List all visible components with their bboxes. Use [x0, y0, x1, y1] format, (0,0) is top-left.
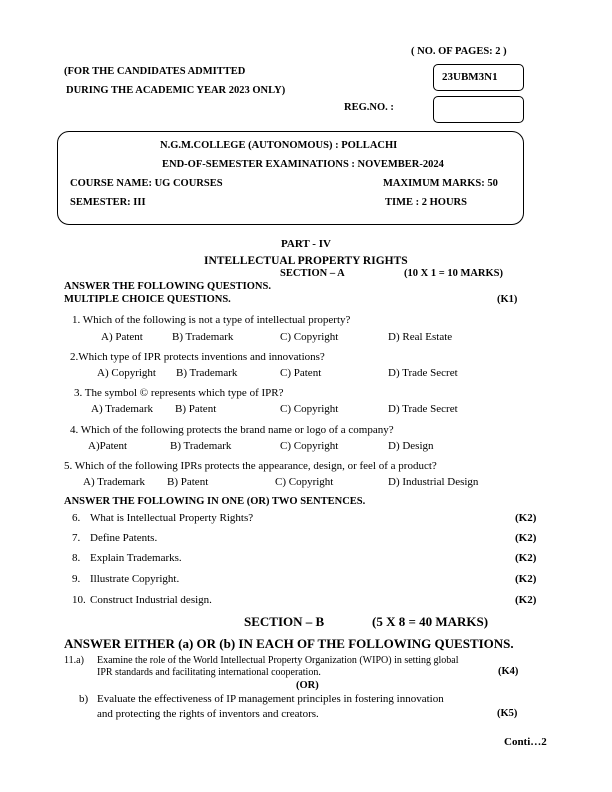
- question-11b-level: (K5): [497, 708, 518, 719]
- option-c: C) Copyright: [280, 331, 339, 343]
- question-level: (K2): [515, 552, 537, 564]
- college-name: N.G.M.COLLEGE (AUTONOMOUS) : POLLACHI: [160, 140, 398, 151]
- question-11a-line2: IPR standards and facilitating international cooperation.: [97, 667, 321, 678]
- section-a-marks: (10 X 1 = 10 MARKS): [404, 268, 504, 279]
- semester: SEMESTER: III: [70, 197, 146, 208]
- continued-note: Conti…2: [504, 736, 547, 748]
- section-a-instruction: ANSWER THE FOLLOWING QUESTIONS.: [64, 281, 271, 292]
- option-b: B) Patent: [175, 403, 217, 415]
- course-name: COURSE NAME: UG COURSES: [70, 178, 223, 189]
- or-separator: (OR): [296, 680, 319, 691]
- regno-box[interactable]: [433, 96, 524, 123]
- option-d: D) Industrial Design: [388, 476, 479, 488]
- page-count: ( NO. OF PAGES: 2 ): [411, 46, 507, 57]
- section-a-title: SECTION – A: [280, 268, 345, 279]
- part-label: PART - IV: [281, 238, 331, 250]
- option-a: A) Copyright: [97, 367, 156, 379]
- question-level: (K2): [515, 532, 537, 544]
- question-6: What is Intellectual Property Rights?: [90, 512, 254, 524]
- section-b-instruction: ANSWER EITHER (a) OR (b) IN EACH OF THE FOLLOWING QUESTIONS.: [64, 636, 514, 651]
- question-number: 10.: [72, 594, 86, 606]
- option-d: D) Trade Secret: [388, 403, 458, 415]
- option-c: C) Copyright: [280, 403, 339, 415]
- question-number: 7.: [72, 532, 81, 544]
- course-code-box: [433, 64, 524, 91]
- option-c: C) Copyright: [280, 440, 339, 452]
- question-4: 4. Which of the following protects the brand name or logo of a company?: [70, 424, 394, 436]
- option-c: C) Copyright: [275, 476, 334, 488]
- question-7: Define Patents.: [90, 532, 158, 544]
- question-5: 5. Which of the following IPRs protects the appearance, design, or feel of a product?: [64, 460, 437, 472]
- option-a: A) Trademark: [83, 476, 146, 488]
- question-number: 6.: [72, 512, 81, 524]
- question-11b-line1: Evaluate the effectiveness of IP management principles in fostering innovation: [97, 693, 444, 705]
- question-number: 9.: [72, 573, 81, 585]
- option-a: A) Patent: [101, 331, 143, 343]
- option-d: D) Design: [388, 440, 434, 452]
- candidates-note-line2: DURING THE ACADEMIC YEAR 2023 ONLY): [66, 85, 286, 96]
- question-level: (K2): [515, 594, 537, 606]
- mcq-level: (K1): [497, 294, 518, 305]
- candidates-note-line1: (FOR THE CANDIDATES ADMITTED: [64, 66, 246, 77]
- option-b: B) Patent: [167, 476, 209, 488]
- question-2: 2.Which type of IPR protects inventions and innovations?: [70, 351, 325, 363]
- subject-title: INTELLECTUAL PROPERTY RIGHTS: [204, 255, 408, 267]
- option-b: B) Trademark: [170, 440, 232, 452]
- option-b: B) Trademark: [176, 367, 238, 379]
- regno-label: REG.NO. :: [344, 102, 394, 113]
- mcq-instruction: MULTIPLE CHOICE QUESTIONS.: [64, 294, 231, 305]
- option-a: A) Trademark: [91, 403, 154, 415]
- section-b-title: SECTION – B: [244, 614, 325, 629]
- question-level: (K2): [515, 573, 537, 585]
- exam-title: END-OF-SEMESTER EXAMINATIONS : NOVEMBER-2024: [162, 159, 444, 170]
- question-11a-line1: Examine the role of the World Intellectual Property Organization (WIPO) in setting global: [97, 655, 459, 666]
- question-11a-level: (K4): [498, 666, 519, 677]
- question-10: Construct Industrial design.: [90, 594, 212, 606]
- question-1: 1. Which of the following is not a type of intellectual property?: [72, 314, 351, 326]
- section-b-marks: (5 X 8 = 40 MARKS): [372, 614, 489, 629]
- maximum-marks: MAXIMUM MARKS: 50: [383, 178, 498, 189]
- short-answer-instruction: ANSWER THE FOLLOWING IN ONE (OR) TWO SENTENCES.: [64, 496, 366, 507]
- option-d: D) Trade Secret: [388, 367, 458, 379]
- option-a: A)Patent: [88, 440, 128, 452]
- question-11a-number: 11.a): [64, 655, 84, 666]
- course-code: 23UBM3N1: [442, 71, 498, 83]
- question-8: Explain Trademarks.: [90, 552, 182, 564]
- question-level: (K2): [515, 512, 537, 524]
- option-b: B) Trademark: [172, 331, 234, 343]
- question-11b-line2: and protecting the rights of inventors and creators.: [97, 708, 319, 720]
- question-9: Illustrate Copyright.: [90, 573, 180, 585]
- question-number: 8.: [72, 552, 81, 564]
- exam-time: TIME : 2 HOURS: [385, 197, 467, 208]
- option-c: C) Patent: [280, 367, 322, 379]
- question-3: 3. The symbol © represents which type of IPR?: [74, 387, 284, 399]
- option-d: D) Real Estate: [388, 331, 453, 343]
- question-11b-number: b): [79, 693, 89, 705]
